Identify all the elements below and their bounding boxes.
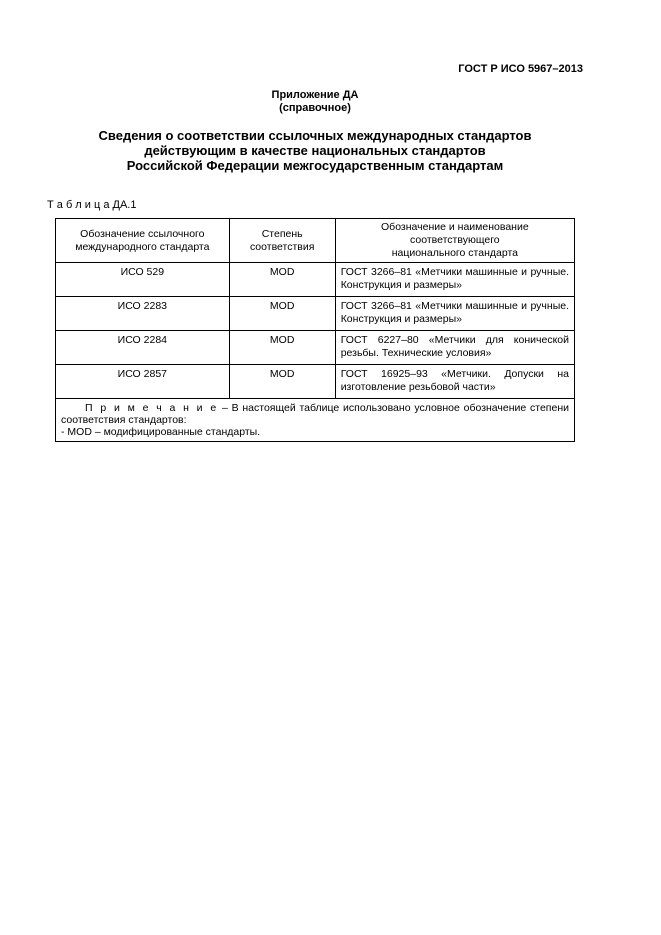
cell-international-standard: ИСО 529 xyxy=(56,263,230,297)
section-title-line: Российской Федерации межгосударственным стандартам xyxy=(126,158,504,173)
header-national-standard: Обозначение и наименование соответствующего национального стандарта xyxy=(335,219,574,263)
correspondence-table xyxy=(55,218,575,442)
note-item: - MOD – модифицированные стандарты. xyxy=(61,426,261,438)
note-text: – В настоящей таблице использовано условное обозначение степени соответствия стандартов: xyxy=(61,402,569,426)
cell-international-standard: ИСО 2283 xyxy=(56,297,230,331)
header-degree-of-correspondence: Степень соответствия xyxy=(229,219,335,263)
cell-national-standard: ГОСТ 3266–81 «Метчики машинные и ручные. Конструкция и размеры» xyxy=(335,263,574,297)
header-international-standard: Обозначение ссылочного международного стандарта xyxy=(56,219,230,263)
cell-degree: MOD xyxy=(229,263,335,297)
cell-national-standard: ГОСТ 3266–81 «Метчики машинные и ручные. Конструкция и размеры» xyxy=(335,297,574,331)
annex-heading xyxy=(0,89,630,115)
section-title xyxy=(0,128,630,173)
annex-subtitle: (справочное) xyxy=(279,102,351,114)
table-row xyxy=(56,263,575,297)
annex-title: Приложение ДА xyxy=(271,89,359,101)
cell-international-standard: ИСО 2857 xyxy=(56,365,230,399)
section-title-line: действующим в качестве национальных стандартов xyxy=(144,143,486,158)
table-note xyxy=(56,399,575,442)
cell-international-standard: ИСО 2284 xyxy=(56,331,230,365)
table-note-row xyxy=(56,399,575,442)
cell-national-standard: ГОСТ 16925–93 «Метчики. Допуски на изготовление резьбовой части» xyxy=(335,365,574,399)
cell-degree: MOD xyxy=(229,331,335,365)
table-header-row xyxy=(56,219,575,263)
table-row xyxy=(56,297,575,331)
cell-national-standard: ГОСТ 6227–80 «Метчики для конической резьбы. Технические условия» xyxy=(335,331,574,365)
table-row xyxy=(56,365,575,399)
cell-degree: MOD xyxy=(229,297,335,331)
cell-degree: MOD xyxy=(229,365,335,399)
note-label: П р и м е ч а н и е xyxy=(85,402,219,414)
section-title-line: Сведения о соответствии ссылочных международных стандартов xyxy=(98,128,532,143)
document-header-id: ГОСТ Р ИСО 5967–2013 xyxy=(458,63,583,75)
table-label: Т а б л и ц а ДА.1 xyxy=(47,199,137,211)
table-row xyxy=(56,331,575,365)
